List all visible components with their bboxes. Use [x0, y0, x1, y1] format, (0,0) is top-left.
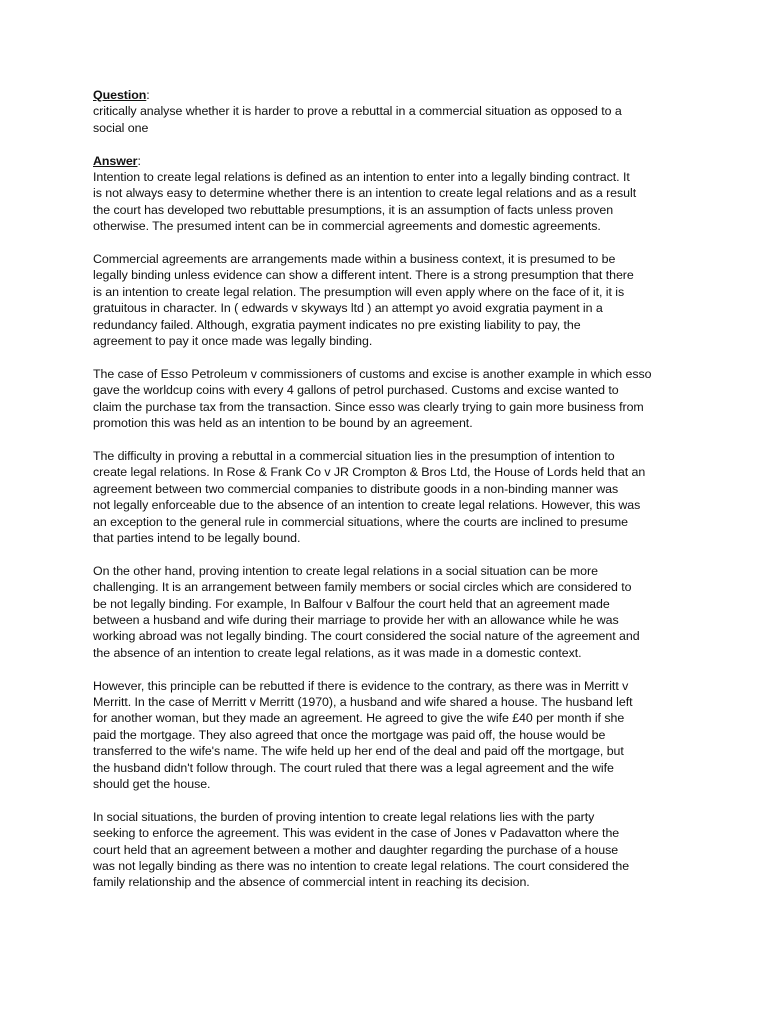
answer-paragraph-1	[93, 169, 683, 235]
paragraph-line: gave the worldcup coins with every 4 gallons of petrol purchased. Customs and excise wanted to	[93, 383, 619, 398]
paragraph-line: the absence of an intention to create legal relations, as it was made in a domestic context.	[93, 645, 582, 660]
answer-paragraph-3	[93, 366, 683, 432]
question-heading	[93, 87, 683, 103]
paragraph-line: In social situations, the burden of proving intention to create legal relations lies with the party	[93, 809, 595, 824]
paragraph-line: Merritt. In the case of Merritt v Merritt (1970), a husband and wife shared a house. The husband left	[93, 694, 633, 709]
paragraph-line: be not legally binding. For example, In Balfour v Balfour the court held that an agreement made	[93, 596, 610, 611]
answer-heading	[93, 153, 683, 169]
paragraph-line: court held that an agreement between a mother and daughter regarding the purchase of a house	[93, 842, 619, 857]
question-heading-label: Question	[93, 88, 147, 102]
answer-paragraph-5	[93, 563, 683, 661]
paragraph-line: The difficulty in proving a rebuttal in a commercial situation lies in the presumption of intention to	[93, 448, 615, 463]
answer-paragraph-4	[93, 448, 683, 546]
answer-section	[93, 153, 683, 235]
question-text	[93, 103, 683, 136]
paragraph-line: However, this principle can be rebutted if there is evidence to the contrary, as there was in Merritt v	[93, 678, 629, 693]
paragraph-line: challenging. It is an arrangement between family members or social circles which are considered to	[93, 580, 632, 595]
paragraph-line: agreement to pay it once made was legally binding.	[93, 334, 373, 349]
paragraph-line: transferred to the wife's name. The wife held up her end of the deal and paid off the mortgage, but	[93, 744, 624, 759]
paragraph-line: that parties intend to be legally bound.	[93, 530, 301, 545]
answer-heading-label: Answer	[93, 153, 138, 168]
question-line: social one	[93, 120, 149, 135]
paragraph-line: was not legally binding as there was no intention to create legal relations. The court considered the	[93, 858, 630, 873]
paragraph-line: seeking to enforce the agreement. This was evident in the case of Jones v Padavatton where the	[93, 826, 620, 841]
paragraph-line: for another woman, but they made an agreement. He agreed to give the wife £40 per month if she	[93, 711, 625, 726]
paragraph-line: claim the purchase tax from the transaction. Since esso was clearly trying to gain more business from	[93, 399, 644, 414]
paragraph-line: Commercial agreements are arrangements made within a business context, it is presumed to be	[93, 252, 616, 267]
paragraph-line: is not always easy to determine whether there is an intention to create legal relations and as a result	[93, 186, 637, 201]
answer-paragraph-7	[93, 809, 683, 891]
answer-heading-colon: :	[137, 153, 141, 168]
paragraph-line: create legal relations. In Rose & Frank Co v JR Crompton & Bros Ltd, the House of Lords held that an	[93, 465, 646, 480]
paragraph-line: gratuitous in character. In ( edwards v skyways ltd ) an attempt yo avoid exgratia payment in a	[93, 301, 603, 316]
question-section	[93, 87, 683, 136]
paragraph-line: working abroad was not legally binding. The court considered the social nature of the agreement and	[93, 629, 640, 644]
answer-paragraph-2	[93, 251, 683, 349]
question-heading-colon: :	[146, 88, 150, 102]
paragraph-line: agreement between two commercial companies to distribute goods in a non-binding manner was	[93, 481, 619, 496]
paragraph-line: between a husband and wife during their marriage to provide her with an allowance while he was	[93, 612, 619, 627]
paragraph-line: should get the house.	[93, 776, 211, 791]
paragraph-line: Intention to create legal relations is defined as an intention to enter into a legally binding contract. It	[93, 170, 630, 185]
paragraph-line: the husband didn't follow through. The court ruled that there was a legal agreement and the wife	[93, 760, 614, 775]
paragraph-line: On the other hand, proving intention to create legal relations in a social situation can be more	[93, 563, 598, 578]
answer-paragraph-6	[93, 678, 683, 793]
paragraph-line: The case of Esso Petroleum v commissioners of customs and excise is another example in which esso	[93, 366, 652, 381]
document-page	[93, 87, 683, 907]
question-line: critically analyse whether it is harder to prove a rebuttal in a commercial situation as opposed to a	[93, 104, 622, 119]
paragraph-line: legally binding unless evidence can show a different intent. There is a strong presumption that there	[93, 268, 634, 283]
paragraph-line: otherwise. The presumed intent can be in commercial agreements and domestic agreements.	[93, 219, 601, 234]
paragraph-line: paid the mortgage. They also agreed that once the mortgage was paid off, the house would be	[93, 727, 606, 742]
paragraph-line: the court has developed two rebuttable presumptions, it is an assumption of facts unless proven	[93, 202, 614, 217]
paragraph-line: promotion this was held as an intention to be bound by an agreement.	[93, 416, 473, 431]
paragraph-line: an exception to the general rule in commercial situations, where the courts are inclined to presume	[93, 514, 629, 529]
paragraph-line: not legally enforceable due to the absence of an intention to create legal relations. However, this was	[93, 498, 641, 513]
paragraph-line: family relationship and the absence of commercial intent in reaching its decision.	[93, 875, 530, 890]
paragraph-line: redundancy failed. Although, exgratia payment indicates no pre existing liability to pay, the	[93, 317, 581, 332]
paragraph-line: is an intention to create legal relation. The presumption will even apply where on the face of it, it is	[93, 284, 625, 299]
